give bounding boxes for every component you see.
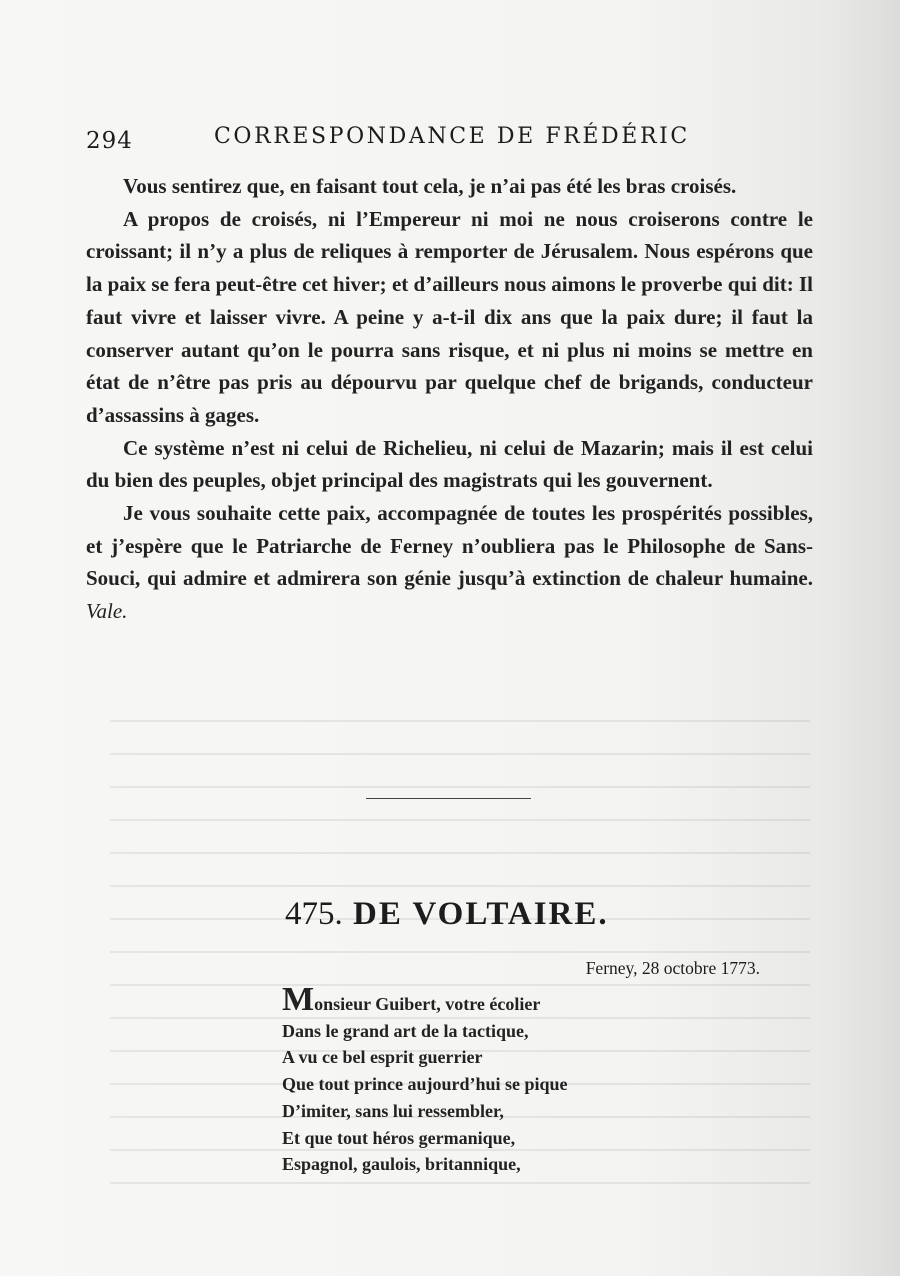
letter-number: 475. [285, 896, 343, 932]
body-text [86, 170, 813, 628]
running-head-title: CORRESPONDANCE DE FRÉDÉRIC [214, 124, 690, 149]
page-number: 294 [86, 128, 133, 154]
poem [282, 981, 702, 1178]
poem-line: Et que tout héros germanique, [282, 1127, 516, 1148]
closing-vale: Vale. [86, 599, 128, 624]
paragraph-text: Je vous souhaite cette paix, accompagnée de toutes les prospérités possibles, et j’espère que le Patriarche de Ferney n’oubliera pas le Philosophe de Sans-Souci, qui admire et admirera son génie jusqu’à extinction de chaleur humaine. [86, 501, 813, 591]
poem-line: Espagnol, gaulois, britannique, [282, 1154, 521, 1175]
poem-line-text: onsieur Guibert, votre écolier [314, 994, 541, 1014]
drop-cap: M [282, 981, 315, 1018]
poem-line: Que tout prince aujourd’hui se pique [282, 1074, 568, 1095]
paragraph-last [86, 497, 813, 628]
poem-line [282, 981, 702, 1018]
section-divider [366, 798, 531, 799]
paragraph: Vous sentirez que, en faisant tout cela, je n’ai pas été les bras croisés. [123, 174, 737, 198]
poem-line: A vu ce bel esprit guerrier [282, 1047, 483, 1068]
running-head [86, 122, 814, 158]
letter-heading [285, 896, 625, 933]
letter-dateline: Ferney, 28 octobre 1773. [585, 958, 760, 978]
poem-line: D’imiter, sans lui ressembler, [282, 1100, 504, 1121]
poem-line: Dans le grand art de la tactique, [282, 1020, 529, 1041]
letter-title: DE VOLTAIRE. [353, 896, 609, 932]
paragraph: A propos de croisés, ni l’Empereur ni moi ne nous croiserons contre le croissant; il n’y a plus de reliques à remporter de Jérusalem. Nous espérons que la paix se fera peut-être cet hiver; et d’ailleurs nous aimons le proverbe qui dit: Il faut vivre et laisser vivre. A peine y a-t-il dix ans que la paix dure; il faut la conserver autant qu’on le pourra sans risque, et ni plus ni moins se mettre en état de n’être pas pris au dépourvu par quelque chef de brigands, conducteur d’assassins à gages. [86, 206, 813, 427]
paragraph: Ce système n’est ni celui de Richelieu, ni celui de Mazarin; mais il est celui du bien des peuples, objet principal des magistrats qui les gouvernent. [86, 435, 813, 493]
